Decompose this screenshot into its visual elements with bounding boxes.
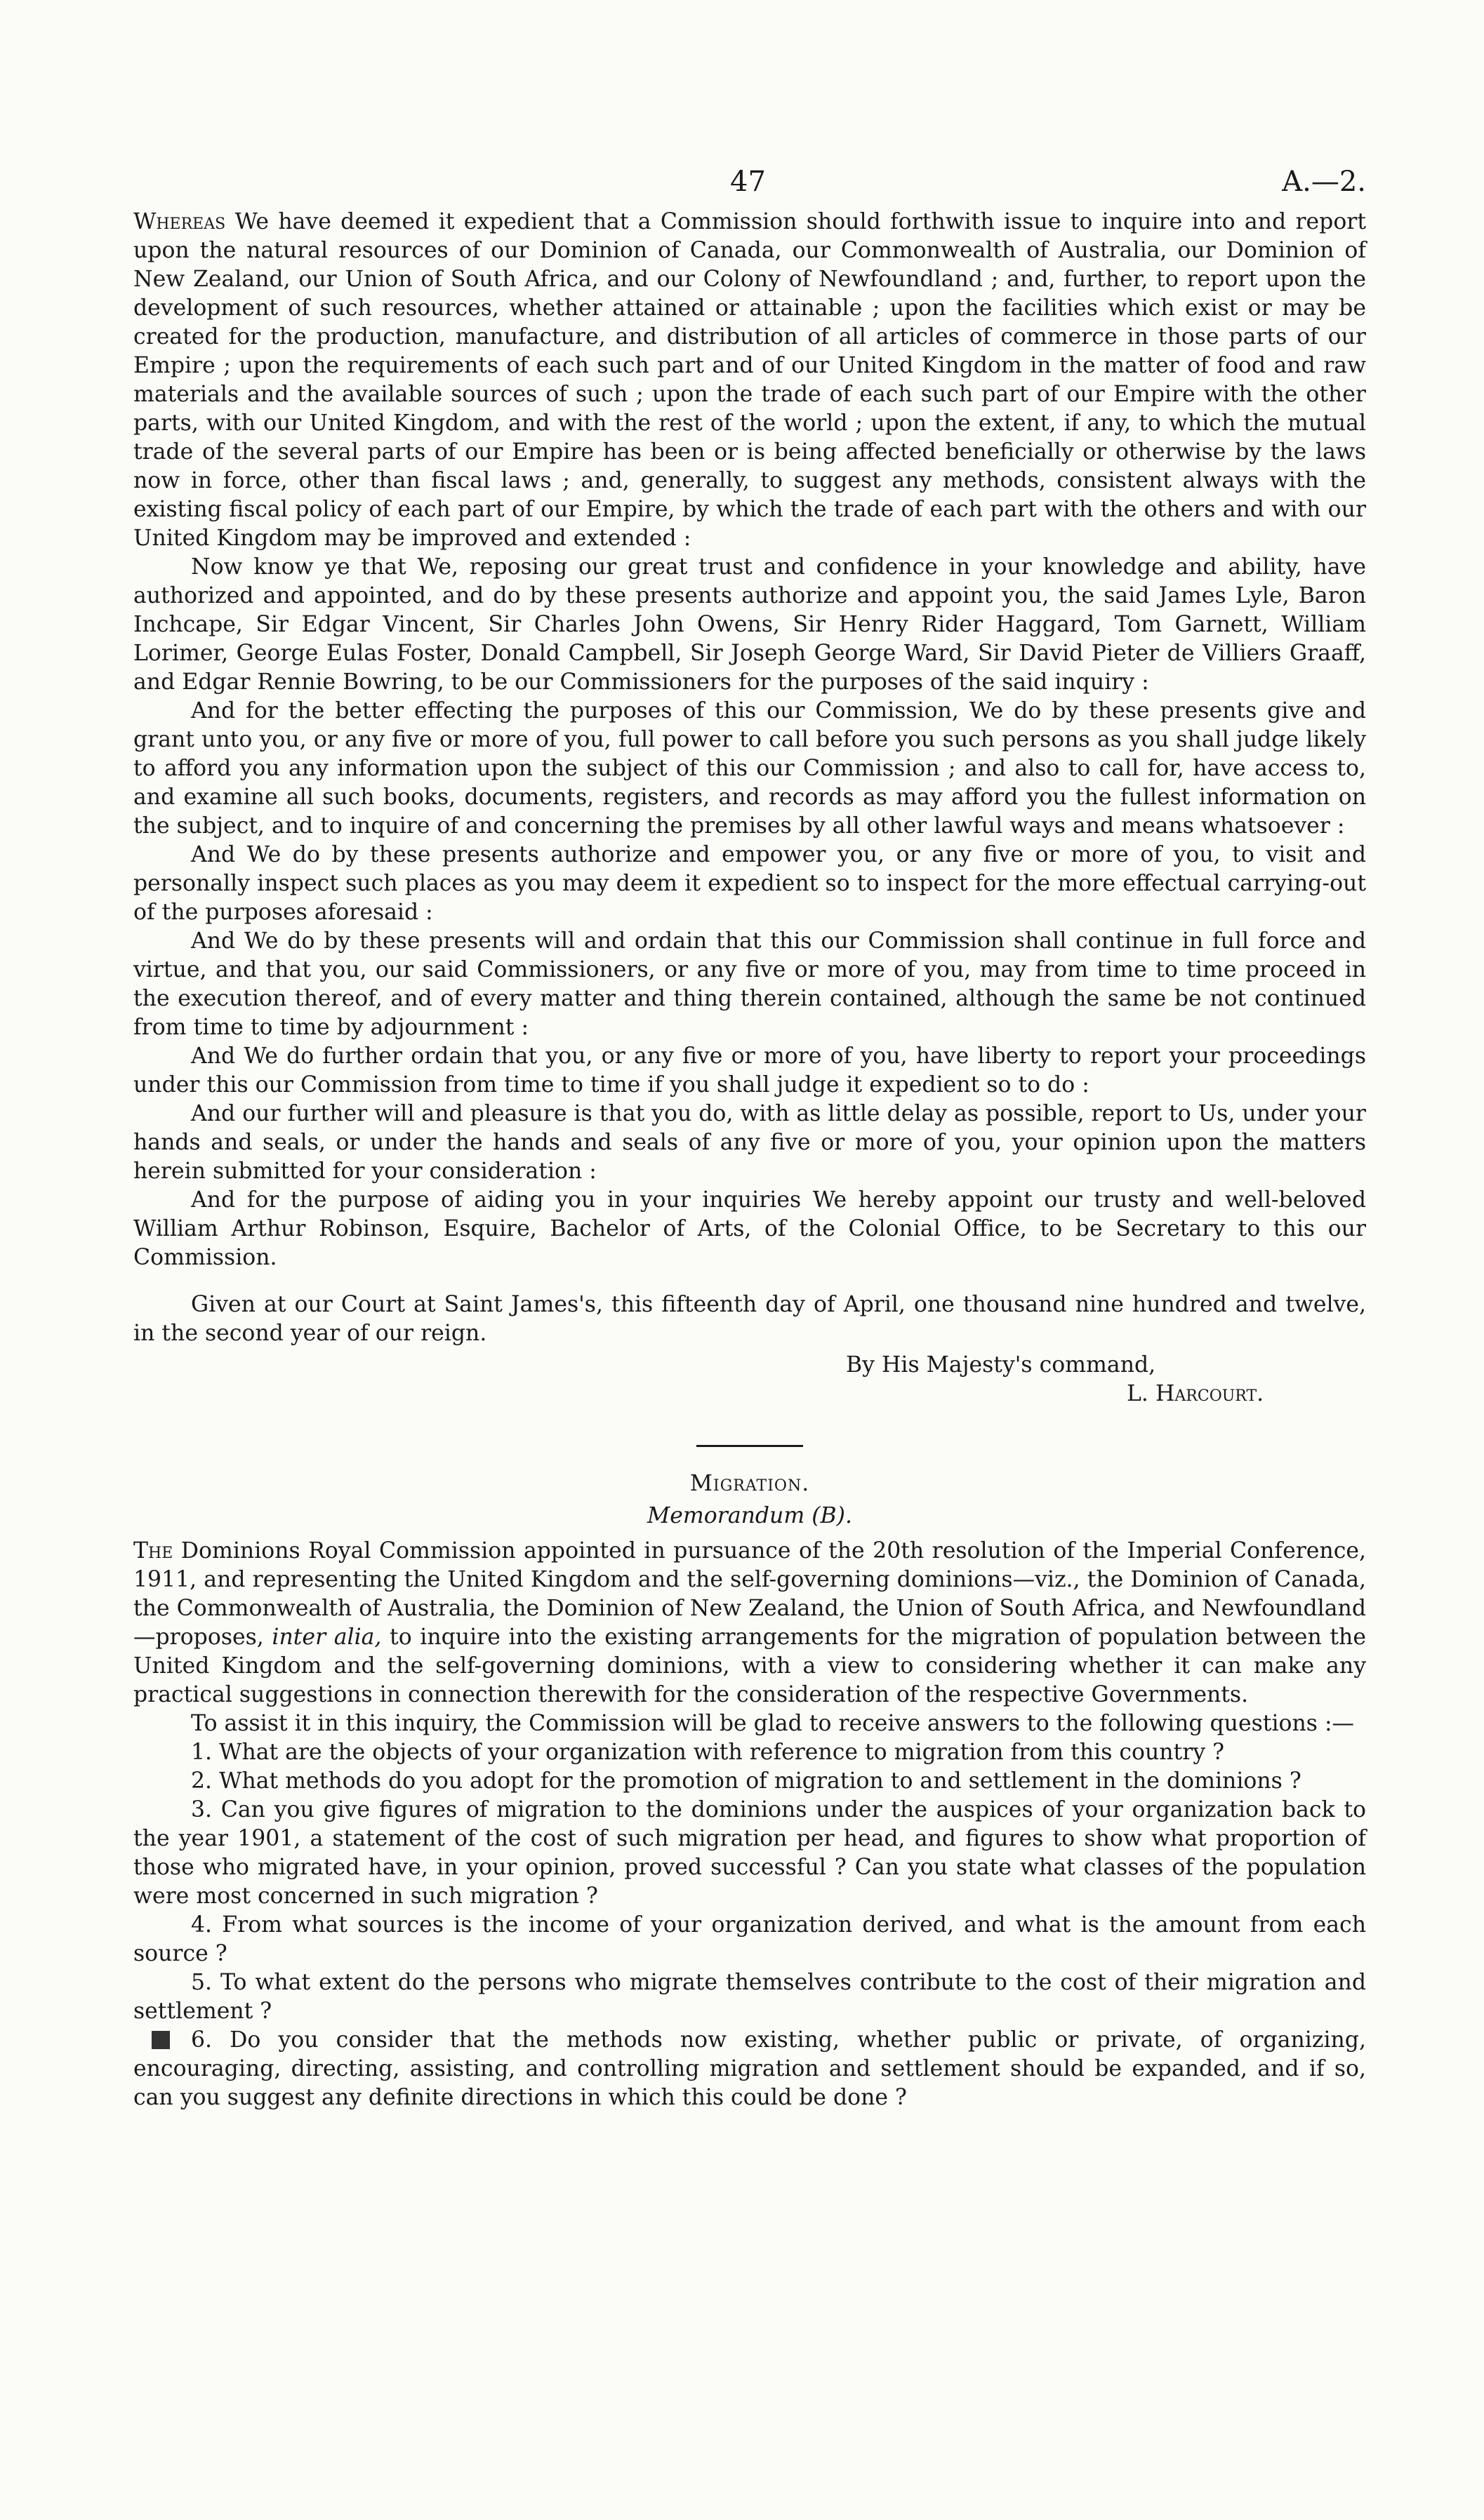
preamble-text: We have deemed it expedient that a Commission should forthwith issue to inquire into and report upon the natural resources of our Dominion of Canada, our Commonwealth of Australia, our Dominion of New Zealand, our Union of South Africa, and our Colony of Newfoundland ; and, further, to report upon the development of such resources, whether attained or attainable ; upon the facilities which exist or may be created for the production, manufacture, and distribution of all articles of commerce in those parts of our Empire ; upon the requirements of each such part and of our United Kingdom in the matter of food and raw materials and the available sources of such ; upon the trade of each such part of our Empire with the other parts, with our United Kingdom, and with the rest of the world ; upon the extent, if any, to which the mutual trade of the several parts of our Empire has been or is being affected beneficially or otherwise by the laws now in force, other than fiscal laws ; and, generally, to suggest any methods, consistent always with the existing fiscal policy of each part of our Empire, by which the trade of each part with the others and with our United Kingdom may be improved and extended : <box>133 209 1366 551</box>
question-item <box>133 2026 1366 2112</box>
commission-paragraph: And We do further ordain that you, or any five or more of you, have liberty to report your proceedings under this our Commission from time to time if you shall judge it expedient so to do : <box>133 1044 1366 1098</box>
section-subtitle: Memorandum (B). <box>647 1503 852 1528</box>
question-list <box>133 1738 1366 2112</box>
page-header <box>133 166 1366 208</box>
section-title: Migration. <box>689 1471 810 1496</box>
question-item: 3. Can you give figures of migration to the dominions under the auspices of your organization back to the year 1901, a statement of the cost of such migration per head, and figures to show what proportion of those who migrated have, in your opinion, proved successful ? Can you state what classes of the population were most concerned in such migration ? <box>133 1797 1366 1909</box>
intro-word: The <box>133 1538 173 1564</box>
intro-text-start: Dominions Royal Commission appointed in pursuance of the 20th resolution of the Imperial Conference, 1911, and representing the United Kingdom and the self-governing dominions—viz., the Dominion of Canada, the Commonwealth of Australia, the Dominion of New Zealand, the Union of South Africa, and Newfoundland—proposes, <box>133 1538 1366 1650</box>
signatory: L. Harcourt. <box>1127 1381 1264 1406</box>
commission-paragraph: And our further will and pleasure is that you do, with as little delay as possible, report to Us, under your hands and seals, or under the hands and seals of any five or more of you, your opinion upon the matters herein submitted for your consideration : <box>133 1101 1366 1184</box>
question-item: 2. What methods do you adopt for the promotion of migration to and settlement in the dominions ? <box>191 1768 1301 1794</box>
command-line: By His Majesty's command, <box>846 1352 1156 1378</box>
intro-text-end: to inquire into the existing arrangements for the migration of population between the United Kingdom and the self-governing dominions, with a view to considering whether it can make any practical suggestions in connection therewith for the consideration of the respective Governments. <box>133 1625 1366 1707</box>
commission-text <box>133 208 1366 1408</box>
commission-preamble <box>133 208 1366 553</box>
assist-paragraph: To assist it in this inquiry, the Commission will be glad to receive answers to the following questions :— <box>191 1711 1355 1736</box>
given-at-court: Given at our Court at Saint James's, this fifteenth day of April, one thousand nine hundred and twelve, in the second year of our reign. <box>133 1292 1366 1346</box>
commission-paragraph: And We do by these presents authorize and empower you, or any five or more of you, to visit and personally inspect such places as you may deem it expedient so to inspect for the more effectual carrying-out of the purposes aforesaid : <box>133 842 1366 925</box>
section-divider <box>696 1445 803 1447</box>
migration-memorandum <box>133 1468 1366 2112</box>
question-item: 1. What are the objects of your organization with reference to migration from this country ? <box>191 1740 1224 1765</box>
opening-word: Whereas <box>133 209 226 234</box>
document-page <box>133 166 1366 2112</box>
commission-paragraph: And for the better effecting the purposes of this our Commission, We do by these presents give and grant unto you, or any five or more of you, full power to call before you such persons as you shall judge likely to afford you any information upon the subject of this our Commission ; and also to call for, have access to, and examine all such books, documents, registers, and records as may afford you the fullest information on the subject, and to inquire of and concerning the premises by all other lawful ways and means whatsoever : <box>133 698 1366 839</box>
document-reference: A.—2. <box>1282 166 1366 198</box>
intro-latin-phrase: inter alia, <box>272 1625 382 1650</box>
commission-paragraph: And We do by these presents will and ordain that this our Commission shall continue in full force and virtue, and that you, our said Commissioners, or any five or more of you, may from time to time proceed in the execution thereof, and of every matter and thing therein contained, although the same be not continued from time to time by adjournment : <box>133 928 1366 1040</box>
question-item: 4. From what sources is the income of your organization derived, and what is the amount from each source ? <box>133 1912 1366 1966</box>
commission-paragraph: Now know ye that We, reposing our great trust and confidence in your knowledge and ability, have authorized and appointed, and do by these presents authorize and appoint you, the said James Lyle, Baron Inchcape, Sir Edgar Vincent, Sir Charles John Owens, Sir Henry Rider Haggard, Tom Garnett, William Lorimer, George Eulas Foster, Donald Campbell, Sir Joseph George Ward, Sir David Pieter de Villiers Graaff, and Edgar Rennie Bowring, to be our Commissioners for the purposes of the said inquiry : <box>133 554 1366 695</box>
page-number: 47 <box>730 166 766 198</box>
signoff <box>133 1351 1366 1408</box>
commission-paragraph: And for the purpose of aiding you in your inquiries We hereby appoint our trusty and well-beloved William Arthur Robinson, Esquire, Bachelor of Arts, of the Colonial Office, to be Secretary to this our Commission. <box>133 1187 1366 1270</box>
question-item: 5. To what extent do the persons who migrate themselves contribute to the cost of their migration and settlement ? <box>133 1970 1366 2024</box>
margin-mark-icon <box>152 2031 170 2049</box>
question-text: 6. Do you consider that the methods now existing, whether public or private, of organizing, encouraging, directing, assisting, and controlling migration and settlement should be expanded, and if so, can you suggest any definite directions in which this could be done ? <box>133 2027 1366 2110</box>
memorandum-intro <box>133 1537 1366 1709</box>
